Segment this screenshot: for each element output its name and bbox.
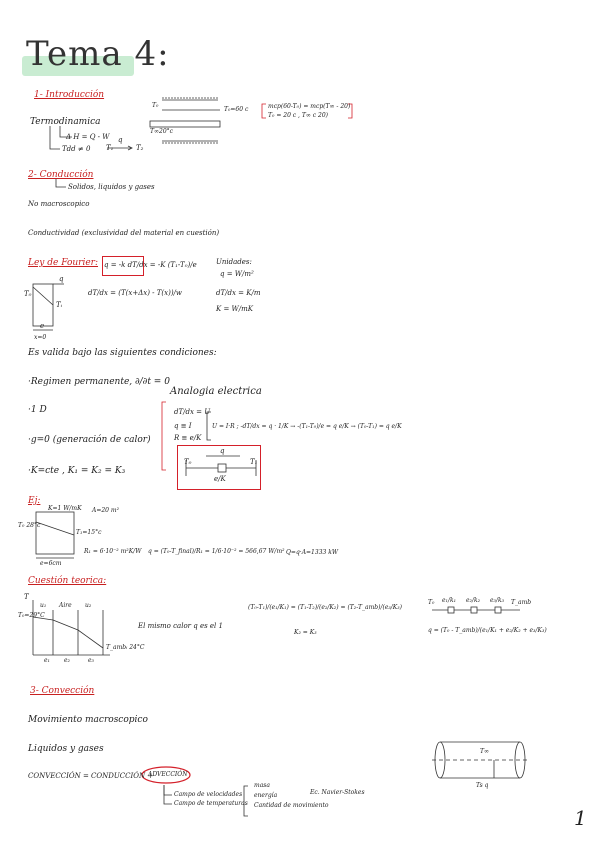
- chain-r1: [448, 607, 454, 613]
- chain-e1: e₁/k₁: [442, 597, 457, 604]
- graph-e1: e₁: [44, 657, 50, 664]
- wall-slab: [150, 121, 220, 127]
- intro-t20: T∞20°c: [150, 128, 173, 135]
- graph-e2: e₂: [64, 657, 70, 664]
- ej-heading: Ej:: [28, 496, 41, 506]
- units-title: Unidades:: [216, 258, 252, 266]
- conduc-l1: Solidos, liquidos y gases: [68, 183, 155, 191]
- units-q: q = W/m²: [220, 270, 254, 278]
- conv-l2: Liquidos y gases: [28, 744, 104, 754]
- fourier-wall: [33, 284, 53, 326]
- ej-t28: T₀ 28°c: [18, 522, 41, 529]
- conv-branch-2: [164, 785, 172, 804]
- conduc-l2: No macroscopico: [28, 200, 90, 208]
- conv-m2: energía: [254, 792, 278, 799]
- analogia-chain: U = I·R ; -dT/dx = q · 1/K → -(T₁-T₀)/e = q e/K → (T₀-T₁) = q e/K: [212, 423, 402, 430]
- section-3-heading: 3- Convección: [30, 686, 95, 696]
- termo-eq: Δ H = Q - W: [66, 133, 110, 141]
- conv-m1: masa: [254, 782, 270, 789]
- fourier-ti: Tᵢ: [56, 301, 63, 309]
- conv-b1: Campo de velocidades: [174, 791, 243, 798]
- graph-T0: T₀=29°C: [18, 612, 45, 619]
- graph-seg-3: [78, 630, 103, 648]
- chain-e2: e₂/k₂: [466, 597, 481, 604]
- intro-eq-bot: T₀ = 20 c , T∞ c 20): [268, 112, 329, 119]
- condition-1: ·Regimen permanente, ∂/∂t = 0: [28, 377, 170, 387]
- circuit-q: q: [220, 447, 225, 455]
- ej-profile: [36, 522, 74, 535]
- intro-eq-top: mcp(60-T₀) = mcp(T∞ - 20): [268, 103, 351, 110]
- circuit-t0: T₀: [184, 458, 192, 466]
- ej-e6: e=6cm: [40, 560, 62, 567]
- graph-e3: e₃: [88, 657, 94, 664]
- analogia-title: Analogia electrica: [170, 386, 262, 397]
- intro-t60: T₀=60 c: [224, 106, 249, 113]
- intro-q: q: [118, 136, 123, 144]
- pipe-tinf: T∞: [480, 748, 489, 755]
- cuestion-kk: K₂ = K₃: [294, 629, 317, 636]
- condition-3: ·g=0 (generación de calor): [28, 435, 151, 445]
- chain-e3: e₃/k₃: [490, 597, 505, 604]
- termo-tdd: Tdd ≠ 0: [62, 145, 91, 153]
- fourier-t0: T₀: [24, 290, 32, 298]
- conv-l3a: CONVECCIÓN = CONDUCCIÓN +: [28, 772, 154, 780]
- graph-T: T: [24, 593, 29, 601]
- chain-tamb: T_amb: [511, 599, 532, 606]
- chain-r2: [471, 607, 477, 613]
- fourier-q: q: [59, 275, 64, 283]
- ej-q: q = (T₀-T_final)/R₁ = 1/6·10⁻² = 566,67 W/m²: [148, 548, 285, 555]
- analogia-a3: R ≡ e/K: [174, 434, 202, 442]
- analogia-brace: [207, 412, 211, 440]
- conv-l1: Movimiento macroscopico: [28, 715, 148, 725]
- fourier-profile: [33, 287, 53, 305]
- fourier-e: e: [40, 322, 45, 330]
- analogia-bracket: [162, 402, 166, 470]
- intro-t1: T₁: [106, 144, 114, 152]
- conduc-l3: Conductividad (exclusividad del material en cuestión): [28, 229, 220, 237]
- graph-tamb: T_ambᵢ 24°C: [106, 644, 145, 651]
- units-dtdx: dT/dx = K/m: [216, 289, 261, 297]
- termo-label: Termodinamica: [30, 117, 101, 127]
- fourier-deriv: dT/dx = (T(x+Δx) - T(x))/w: [88, 289, 182, 297]
- cuestion-eq1: (T₀-T₁)/(e₁/K₁) = (T₁-T₂)/(e₂/K₂) = (T₂-T_amb)/(e₃/K₃): [248, 604, 403, 611]
- analogia-a1: dT/dx = U: [174, 408, 211, 416]
- cuestion-mismo: El mismo calor q es el 1: [138, 622, 223, 630]
- pipe-ts: Ts q: [476, 782, 489, 789]
- graph-hdr-1: u₁: [40, 602, 47, 609]
- intro-t2: T₂: [136, 144, 144, 152]
- section-1-heading: 1- Introducción: [34, 90, 105, 100]
- conv-b2: Campo de temperaturas: [174, 800, 248, 807]
- intro-bracket-left: [262, 104, 266, 118]
- graph-hdr-3: u₂: [85, 602, 92, 609]
- page-number: 1: [574, 806, 587, 830]
- units-k: K = W/mK: [216, 305, 253, 313]
- graph-hdr-2: Aire: [59, 602, 72, 609]
- cuestion-heading: Cuestión teorica:: [28, 576, 107, 586]
- fourier-heading: Ley de Fourier:: [28, 258, 99, 268]
- condition-4: ·K=cte , K₁ = K₂ = K₃: [28, 466, 126, 476]
- ej-t15: T₁=15°c: [76, 529, 102, 536]
- ej-k: K=1 W/mK: [48, 505, 82, 512]
- circuit-ek: e/K: [214, 475, 226, 483]
- intro-t0: T₀: [152, 102, 159, 109]
- fourier-x0: x=0: [34, 334, 47, 341]
- ej-rt: R₁ = 6·10⁻² m²K/W: [84, 548, 142, 555]
- chain-t0: T₀: [428, 599, 435, 606]
- analogia-a2: q ≡ I: [174, 422, 192, 430]
- ej-Q: Q=q·A=1333 kW: [286, 549, 339, 556]
- conv-m3: Cantidad de movimiento: [254, 802, 329, 809]
- fourier-conditions: Es valida bajo las siguientes condiciones:: [28, 348, 217, 358]
- fourier-formula: q = -k dT/dx = -K (T₁-T₀)/e: [104, 261, 197, 269]
- conv-l3b: ADVECCIÓN: [148, 771, 188, 778]
- condition-2: ·1 D: [28, 405, 47, 415]
- circuit-t1: T₁: [250, 458, 258, 466]
- conv-ns: Ec. Navier-Stokes: [310, 789, 365, 796]
- conv-branch-1: [164, 785, 172, 795]
- section-2-heading: 2- Conducción: [28, 170, 94, 180]
- graph-seg-2: [53, 620, 78, 630]
- chain-r3: [495, 607, 501, 613]
- cuestion-q-final: q = (T₀ - T_amb)/(e₁/K₁ + e₂/K₂ + e₃/K₃): [428, 627, 547, 634]
- circuit-box: [177, 445, 261, 490]
- termo-arrow-2: [50, 126, 60, 149]
- ej-a: A=20 m²: [92, 507, 119, 514]
- page-title: Tema 4:: [26, 34, 170, 74]
